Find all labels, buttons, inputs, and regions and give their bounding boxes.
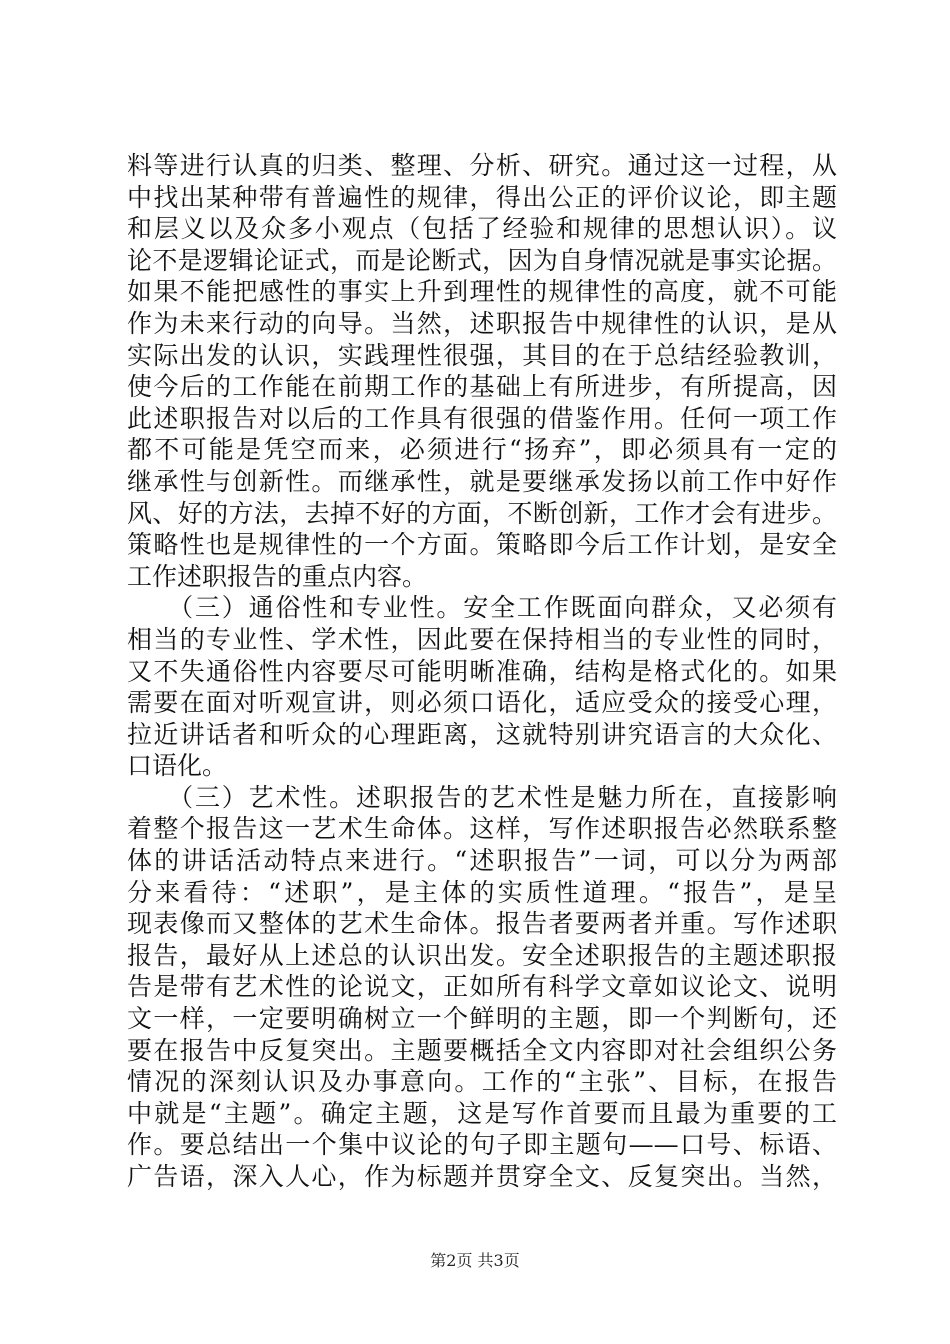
text-line: 要在报告中反复突出。主题要概括全文内容即对社会组织公务 [127, 1035, 837, 1065]
text-line: 继承性与创新性。而继承性，就是要继承发扬以前工作中好作 [127, 466, 837, 496]
text-line: 和层义以及众多小观点（包括了经验和规律的思想认识）。议 [127, 214, 837, 244]
text-line: 都不可能是凭空而来，必须进行“扬弃”，即必须具有一定的 [127, 435, 837, 465]
text-line: 论不是逻辑论证式，而是论断式，因为自身情况就是事实论据。 [127, 245, 837, 275]
text-line: 广告语，深入人心，作为标题并贯穿全文、反复突出。当然， [127, 1162, 837, 1191]
text-line: 工作述职报告的重点内容。 [127, 561, 428, 591]
text-line: 现表像而又整体的艺术生命体。报告者要两者并重。写作述职 [127, 909, 837, 939]
page-footer: 第2页 共3页 [430, 1251, 520, 1270]
text-line: 实际出发的认识，实践理性很强，其目的在于总结经验教训， [127, 340, 837, 370]
text-line: 风、好的方法，去掉不好的方面，不断创新，工作才会有进步。 [127, 498, 837, 528]
text-line: （三）通俗性和专业性。安全工作既面向群众，又必须有 [127, 593, 837, 623]
text-line: 又不失通俗性内容要尽可能明晰准确，结构是格式化的。如果 [127, 656, 837, 686]
text-line: 中就是“主题”。确定主题，这是写作首要而且最为重要的工 [127, 1098, 837, 1128]
text-line: 作。要总结出一个集中议论的句子即主题句——口号、标语、 [127, 1130, 837, 1160]
text-line: 分来看待：“述职”，是主体的实质性道理。“报告”，是呈 [127, 877, 837, 907]
text-line: 作为未来行动的向导。当然，述职报告中规律性的认识，是从 [127, 308, 837, 338]
text-line: （三）艺术性。述职报告的艺术性是魅力所在，直接影响 [127, 782, 837, 812]
body-text [127, 150, 837, 1193]
text-line: 口语化。 [127, 751, 228, 781]
text-line: 相当的专业性、学术性，因此要在保持相当的专业性的同时， [127, 624, 837, 654]
text-line: 如果不能把感性的事实上升到理性的规律性的高度，就不可能 [127, 277, 837, 307]
text-line: 需要在面对听观宣讲，则必须口语化，适应受众的接受心理， [127, 688, 837, 718]
text-line: 拉近讲话者和听众的心理距离，这就特别讲究语言的大众化、 [127, 719, 837, 749]
text-line: 此述职报告对以后的工作具有很强的借鉴作用。任何一项工作 [127, 403, 837, 433]
text-line: 料等进行认真的归类、整理、分析、研究。通过这一过程，从 [127, 151, 837, 180]
text-line: 策略性也是规律性的一个方面。策略即今后工作计划，是安全 [127, 530, 837, 560]
text-line: 着整个报告这一艺术生命体。这样，写作述职报告必然联系整 [127, 814, 837, 844]
text-line: 文一样，一定要明确树立一个鲜明的主题，即一个判断句，还 [127, 1004, 837, 1034]
text-line: 情况的深刻认识及办事意向。工作的“主张”、目标，在报告 [127, 1067, 837, 1097]
text-line: 报告，最好从上述总的认识出发。安全述职报告的主题述职报 [127, 940, 837, 970]
text-line: 中找出某种带有普遍性的规律，得出公正的评价议论，即主题 [127, 182, 837, 212]
text-line: 使今后的工作能在前期工作的基础上有所进步，有所提高，因 [127, 372, 837, 402]
text-line: 体的讲话活动特点来进行。“述职报告”一词，可以分为两部 [127, 846, 837, 876]
text-line: 告是带有艺术性的论说文，正如所有科学文章如议论文、说明 [127, 972, 837, 1002]
